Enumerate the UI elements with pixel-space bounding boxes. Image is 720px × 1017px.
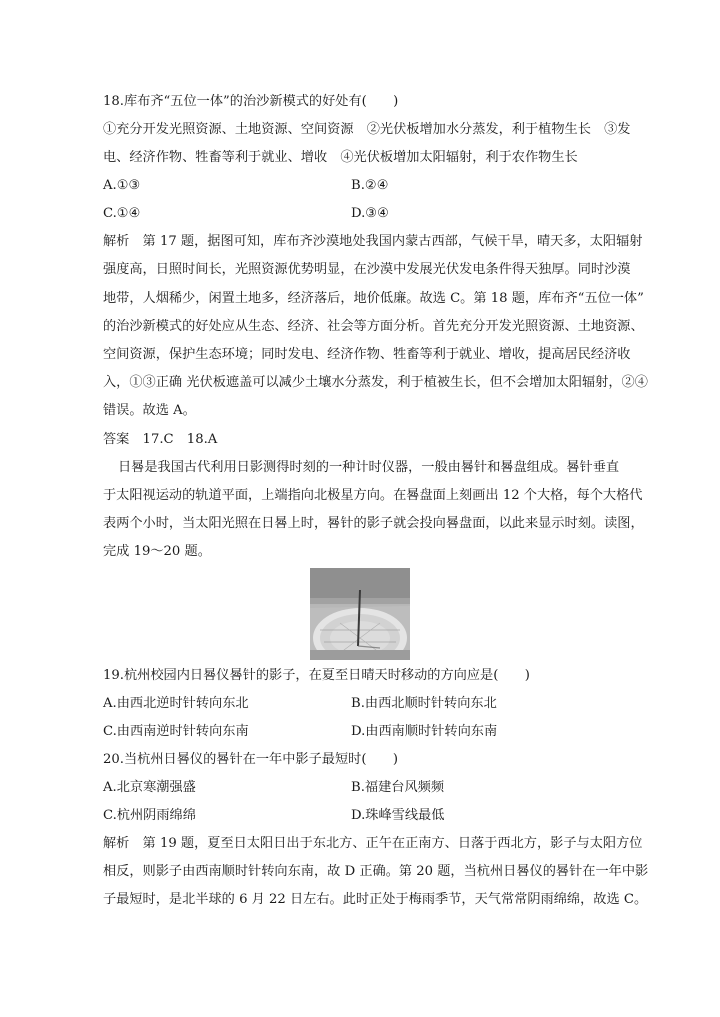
analysis-1-line-3: 地带，人烟稀少，闲置土地多，经济落后，地价低廉。故选 C。第 18 题，库布齐“五位一体”: [103, 291, 644, 306]
question-20-option-a: A.北京寒潮强盛: [103, 780, 196, 795]
question-20-option-c: C.杭州阴雨绵绵: [103, 808, 196, 823]
question-20-option-b: B.福建台风频频: [351, 780, 445, 795]
intro-line-3: 表两个小时，当太阳光照在日晷上时，晷针的影子就会投向晷盘面，以此来显示时刻。读图，: [103, 516, 644, 531]
question-19-option-a: A.由西北逆时针转向东北: [103, 696, 249, 711]
question-18-statements-line-1: ①充分开发光照资源、土地资源、空间资源 ②光伏板增加水分蒸发，利于植物生长 ③发: [103, 122, 631, 137]
answer-17-18: 答案 17.C 18.A: [103, 432, 218, 447]
analysis-2-line-1: 解析 第 19 题，夏至日太阳日出于东北方、正午在正南方、日落于西北方，影子与太阳方位: [103, 836, 643, 851]
question-18-option-c: C.①④: [103, 206, 141, 221]
question-19-option-c: C.由西南逆时针转向东南: [103, 724, 249, 739]
question-19-option-d: D.由西南顺时针转向东南: [351, 724, 498, 739]
analysis-1-line-2: 强度高，日照时间长，光照资源优势明显，在沙漠中发展光伏发电条件得天独厚。同时沙漠: [103, 262, 631, 277]
question-18-statements-line-2: 电、经济作物、牲畜等利于就业、增收 ④光伏板增加太阳辐射，利于农作物生长: [103, 150, 578, 165]
analysis-1-line-6: 入，①③正确 光伏板遮盖可以减少土壤水分蒸发，利于植被生长，但不会增加太阳辐射，②④: [103, 375, 648, 390]
intro-line-2: 于太阳视运动的轨道平面，上端指向北极星方向。在晷盘面上刻画出 12 个大格，每个大格代: [103, 488, 643, 503]
sundial-photo: [310, 568, 410, 660]
analysis-1-line-5: 空间资源，保护生态环境；同时发电、经济作物、牲畜等利于就业、增收，提高居民经济收: [103, 347, 631, 362]
question-18-option-d: D.③④: [351, 206, 389, 221]
analysis-1-line-1: 解析 第 17 题，据图可知，库布齐沙漠地处我国内蒙古西部，气候干旱，晴天多，太阳辐射: [103, 234, 643, 249]
question-18-option-b: B.②④: [351, 178, 389, 193]
question-20-stem: 20.当杭州日晷仪的晷针在一年中影子最短时( ): [103, 752, 399, 767]
analysis-1-line-7: 错误。故选 A。: [103, 403, 196, 418]
question-19-option-b: B.由西北顺时针转向东北: [351, 696, 497, 711]
question-18-option-a: A.①③: [103, 178, 141, 193]
sundial-image: [310, 568, 410, 660]
analysis-2-line-2: 相反，则影子由西南顺时针转向东南，故 D 正确。第 20 题，当杭州日晷仪的晷针在一年中影: [103, 864, 649, 879]
intro-line-4: 完成 19～20 题。: [103, 544, 211, 559]
question-19-stem: 19.杭州校园内日晷仪晷针的影子，在夏至日晴天时移动的方向应是( ): [103, 668, 530, 683]
analysis-1-line-4: 的治沙新模式的好处应从生态、经济、社会等方面分析。首先充分开发光照资源、土地资源、: [103, 319, 644, 334]
question-20-option-d: D.珠峰雪线最低: [351, 808, 445, 823]
analysis-2-line-3: 子最短时，是北半球的 6 月 22 日左右。此时正处于梅雨季节，天气常常阴雨绵绵，故选 C。: [103, 892, 648, 907]
intro-line-1: 日晷是我国古代利用日影测得时刻的一种计时仪器，一般由晷针和晷盘组成。晷针垂直: [118, 460, 620, 475]
question-18-stem: 18.库布齐“五位一体”的治沙新模式的好处有( ): [103, 94, 399, 109]
